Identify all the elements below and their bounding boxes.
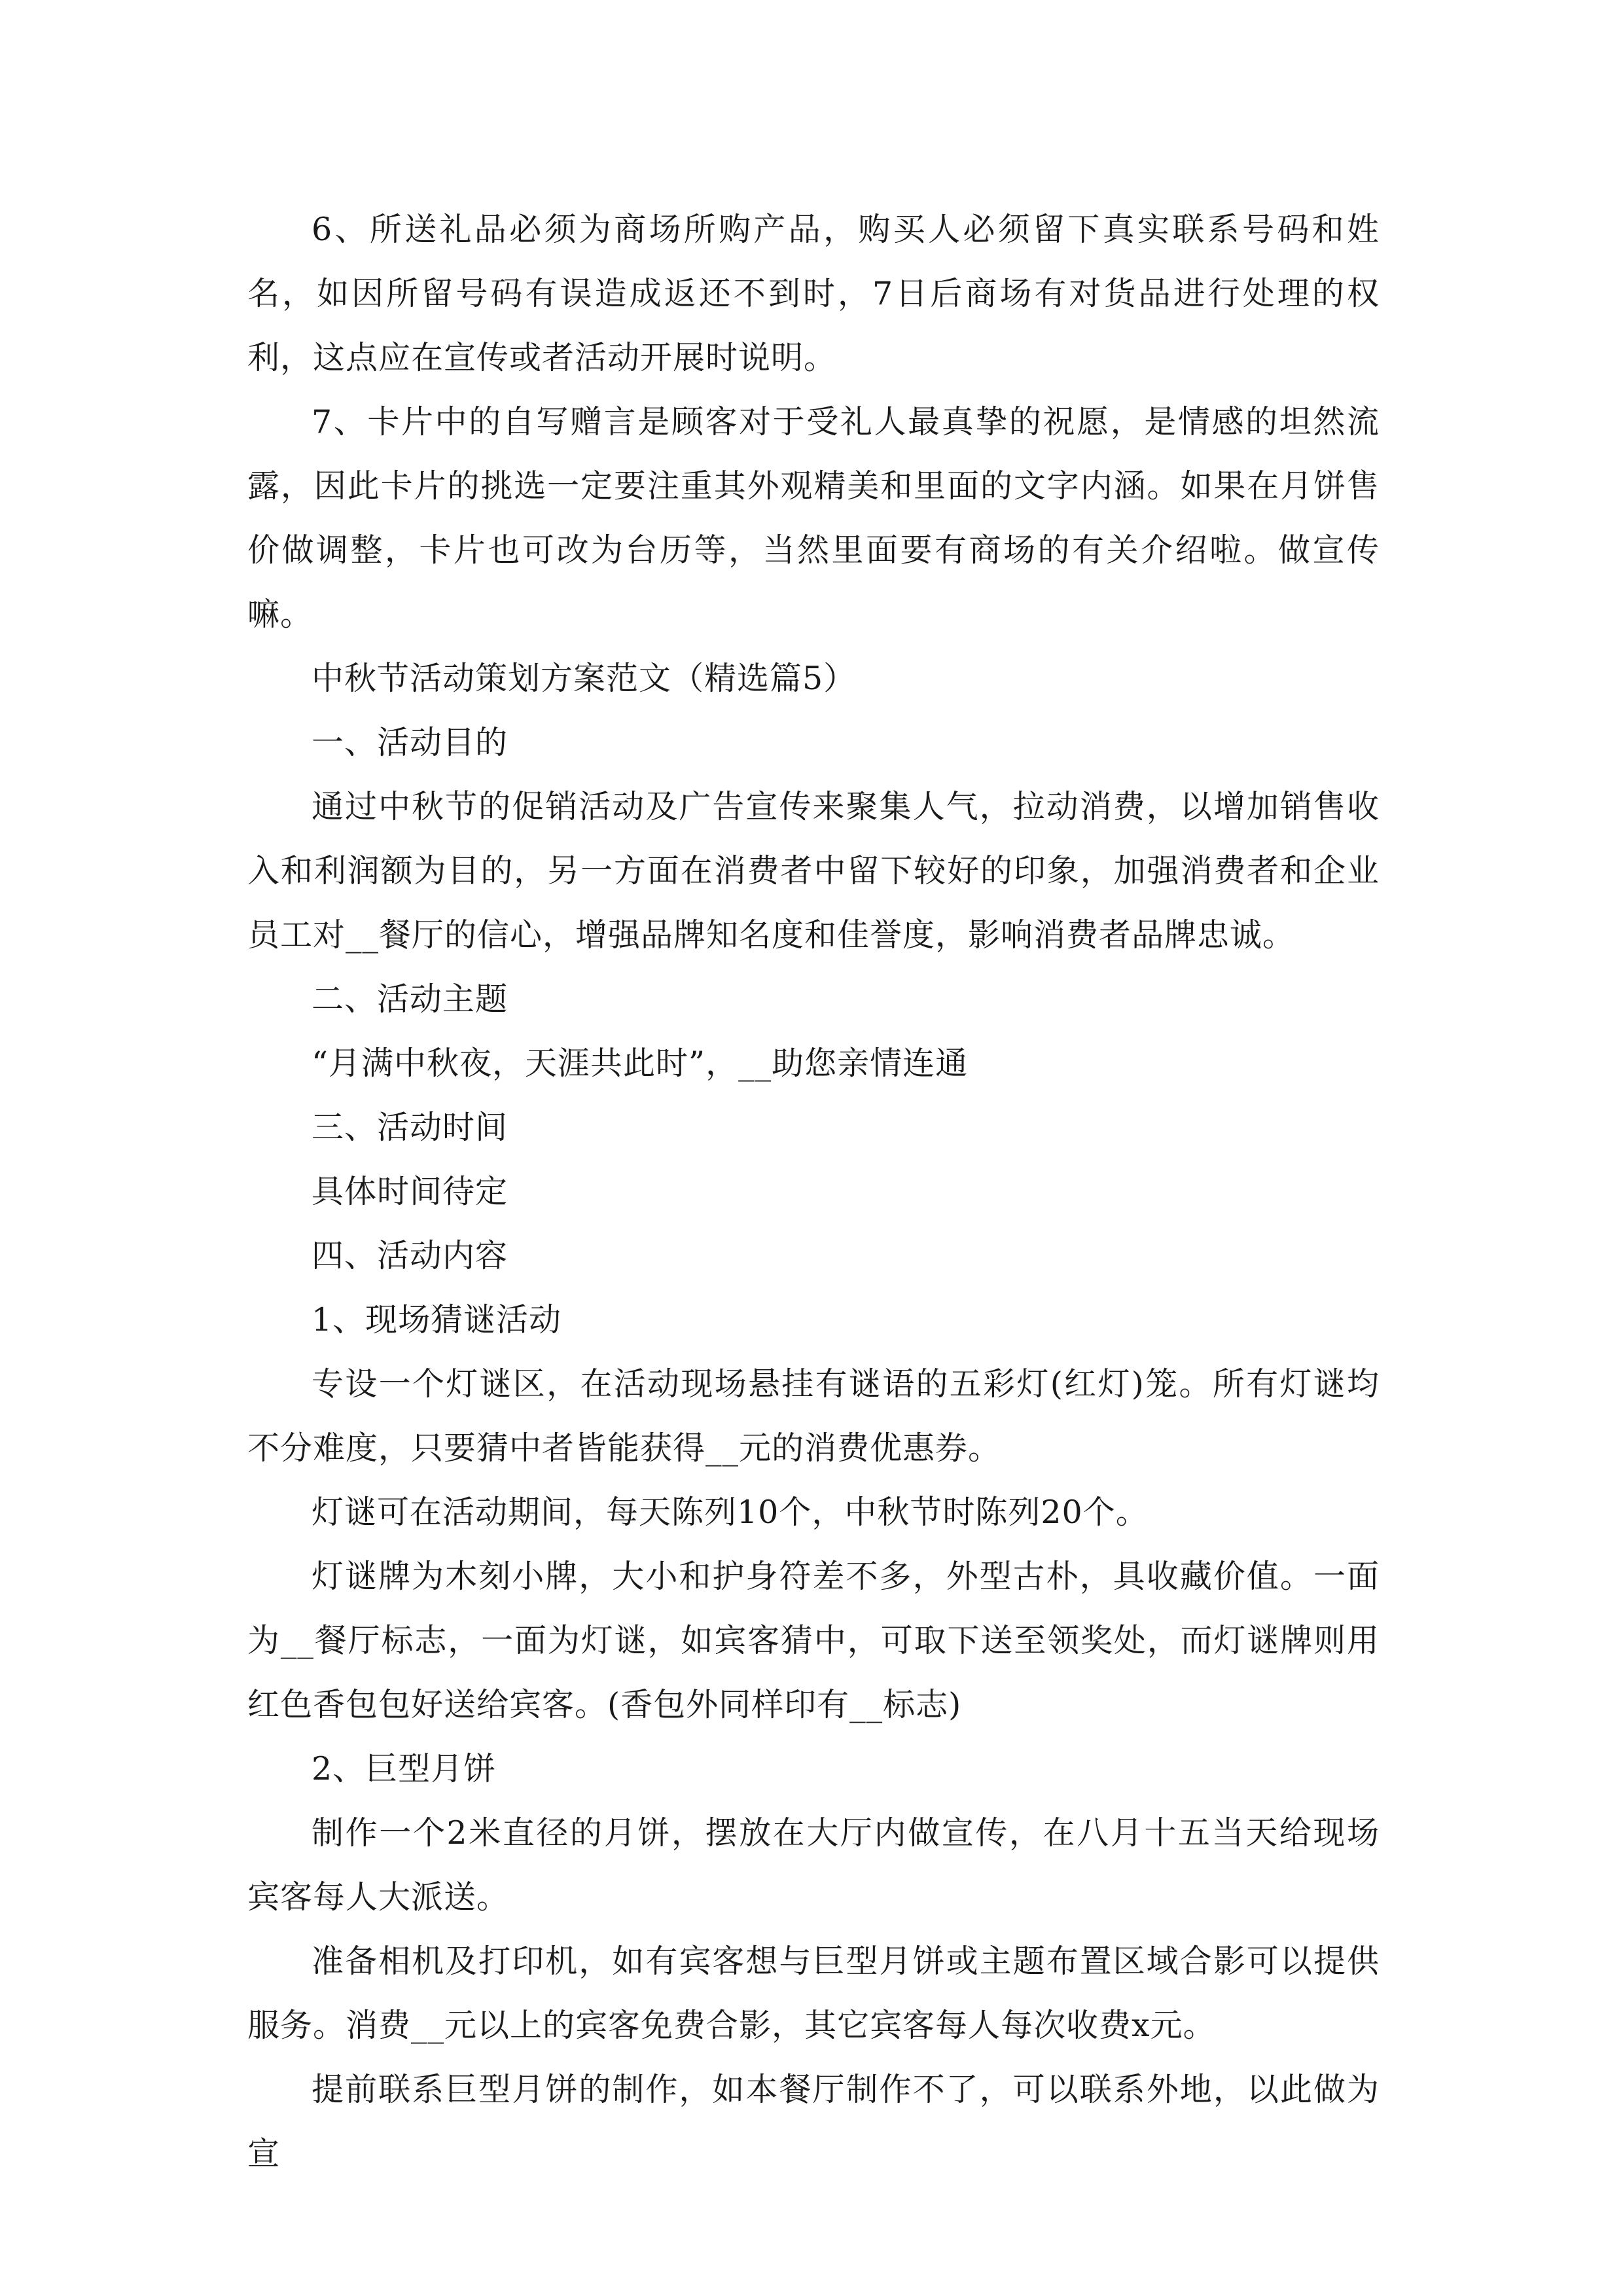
paragraph-photo-service: 准备相机及打印机，如有宾客想与巨型月饼或主题布置区域合影可以提供服务。消费__元以上的宾客免费合影，其它宾客每人每次收费x元。 <box>247 1943 1380 2044</box>
document-body <box>247 198 1380 2186</box>
paragraph-item-7: 7、卡片中的自写赠言是顾客对于受礼人最真挚的祝愿，是情感的坦然流露，因此卡片的挑选一定要注重其外观精美和里面的文字内涵。如果在月饼售价做调整，卡片也可改为台历等，当然里面要有商场的有关介绍啦。做宣传嘛。 <box>247 403 1380 633</box>
paragraph-riddle-count: 灯谜可在活动期间，每天陈列10个，中秋节时陈列20个。 <box>312 1494 1149 1531</box>
paragraph-riddle-plaque: 灯谜牌为木刻小牌，大小和护身符差不多，外型古朴，具收藏价值。一面为__餐厅标志，一面为灯谜，如宾客猜中，可取下送至领奖处，而灯谜牌则用红色香包包好送给宾客。(香包外同样印有__标志) <box>247 1558 1380 1723</box>
heading-giant-mooncake: 2、巨型月饼 <box>312 1750 497 1787</box>
heading-activity-purpose: 一、活动目的 <box>312 724 508 761</box>
heading-activity-time: 三、活动时间 <box>312 1109 508 1146</box>
heading-riddle-activity: 1、现场猜谜活动 <box>312 1301 562 1338</box>
heading-activity-content: 四、活动内容 <box>312 1237 508 1274</box>
paragraph-giant-mooncake: 制作一个2米直径的月饼，摆放在大厅内做宣传，在八月十五当天给现场宾客每人大派送。 <box>247 1814 1380 1916</box>
paragraph-riddle-area: 专设一个灯谜区，在活动现场悬挂有谜语的五彩灯(红灯)笼。所有灯谜均不分难度，只要猜中者皆能获得__元的消费优惠券。 <box>247 1365 1380 1467</box>
heading-activity-theme: 二、活动主题 <box>312 980 508 1018</box>
paragraph-mooncake-production: 提前联系巨型月饼的制作，如本餐厅制作不了，可以联系外地，以此做为宣 <box>247 2071 1380 2172</box>
paragraph-activity-time: 具体时间待定 <box>312 1173 508 1210</box>
paragraph-item-6: 6、所送礼品必须为商场所购产品，购买人必须留下真实联系号码和姓名，如因所留号码有误造成返还不到时，7日后商场有对货品进行处理的权利，这点应在宣传或者活动开展时说明。 <box>247 211 1380 376</box>
paragraph-activity-theme: “月满中秋夜，天涯共此时”，__助您亲情连通 <box>312 1045 969 1082</box>
paragraph-activity-purpose: 通过中秋节的促销活动及广告宣传来聚集人气，拉动消费，以增加销售收入和利润额为目的，另一方面在消费者中留下较好的印象，加强消费者和企业员工对__餐厅的信心，增强品牌知名度和佳誉度，影响消费者品牌忠诚。 <box>247 788 1380 954</box>
section-title: 中秋节活动策划方案范文（精选篇5） <box>312 660 857 697</box>
